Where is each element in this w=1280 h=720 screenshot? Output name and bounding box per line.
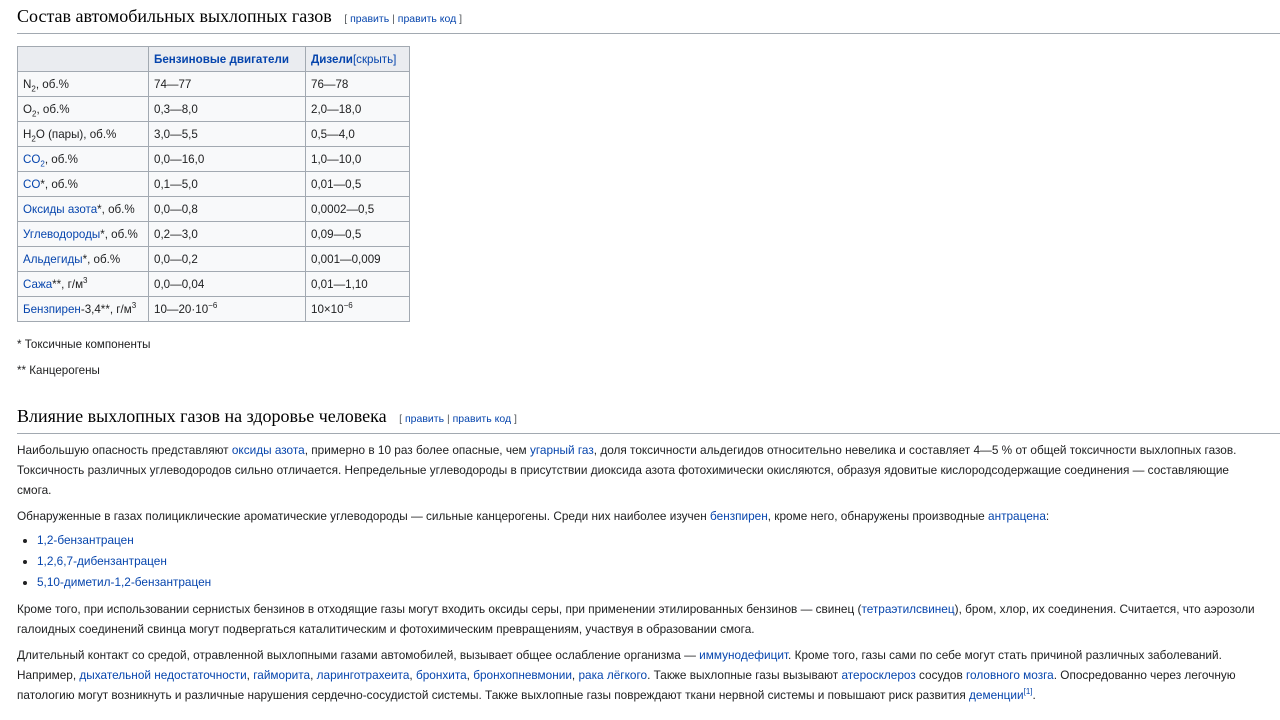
- section-heading-exhaust-composition: [17, 0, 1280, 34]
- table-row: [18, 247, 410, 272]
- petrol-value: 74—77: [149, 72, 306, 97]
- atherosclerosis-link[interactable]: атеросклероз: [841, 668, 916, 682]
- header-petrol-engines: [149, 47, 306, 72]
- petrol-engines-link[interactable]: Бензиновые двигатели: [154, 52, 289, 66]
- table-row: [18, 97, 410, 122]
- diesel-value: 0,5—4,0: [306, 122, 410, 147]
- anthracene-link[interactable]: антрацена: [988, 509, 1046, 523]
- immunodeficiency-link[interactable]: иммунодефицит: [699, 648, 789, 662]
- hide-table-link[interactable]: [скрыть]: [352, 52, 397, 66]
- respiratory-failure-link[interactable]: дыхательной недостаточности: [79, 668, 247, 682]
- nitrogen-oxides-link[interactable]: Оксиды азота: [23, 202, 98, 216]
- sinusitis-link[interactable]: гайморита: [253, 668, 311, 682]
- edit-section-links: [ править | править код ]: [344, 13, 463, 25]
- paragraph-sulfur-lead: Кроме того, при использовании сернистых бензинов в отходящие газы могут входить оксиды серы, при применении этилированных бензинов — свинец (тетраэтилсвинец), бром, хлор, их соединения. Считается, что аэрозоли галоидных соединений свинца могут подвергаться каталитическим и фотохимическим превращениям, участвуя в образовании смога.: [17, 602, 1255, 636]
- edit-section-links: [ править | править код ]: [399, 413, 517, 425]
- paragraph-danger: Наибольшую опасность представляют оксиды азота, примерно в 10 раз более опасные, чем угарный газ, доля токсичности альдегидов относительно невелика и составляет 4—5 % от общей токсичности выхлопных газов. Токсичность различных углеводородов сильно отличается. Непредельные углеводороды в присутствии диоксида азота фотохимически окисляются, образуя ядовитые кислородсодержащие соединения — составляющие смога.: [17, 443, 1237, 497]
- benzopyrene-link[interactable]: бензпирен: [710, 509, 768, 523]
- petrol-value: $10—20\cdot 10^{-6}$: [149, 297, 306, 322]
- component-cell: Альдегиды*, об.%: [18, 247, 149, 272]
- petrol-value: 0,0—0,2: [149, 247, 306, 272]
- diesel-value: 2,0—18,0: [306, 97, 410, 122]
- component-cell: CO*, об.%: [18, 172, 149, 197]
- header-diesels: [306, 47, 410, 72]
- section-heading-health-effects: [17, 400, 1280, 434]
- exhaust-composition-table: [17, 46, 410, 322]
- petrol-value: 3,0—5,5: [149, 122, 306, 147]
- component-cell: Бензпирен-3,4**, $г/м^3$: [18, 297, 149, 322]
- co-link[interactable]: CO: [23, 177, 41, 191]
- diesel-value: 76—78: [306, 72, 410, 97]
- petrol-value: 0,0—0,8: [149, 197, 306, 222]
- edit-link[interactable]: править: [404, 413, 445, 425]
- component-cell: $CO_2$, об.%: [18, 147, 149, 172]
- brain-link[interactable]: головного мозга: [966, 668, 1054, 682]
- edit-link[interactable]: править: [350, 13, 390, 25]
- toxic-footnote: * Токсичные компоненты: [17, 338, 151, 351]
- table-row: [18, 272, 410, 297]
- soot-link[interactable]: Сажа: [23, 277, 53, 291]
- edit-source-link[interactable]: править код: [397, 13, 457, 25]
- component-cell: Сажа**, $г/м^3$: [18, 272, 149, 297]
- paragraph-carcinogens: Обнаруженные в газах полициклические ароматические углеводороды — сильные канцерогены. Среди них наиболее изучен бензпирен, кроме него, обнаружены производные антрацена:: [17, 509, 1050, 523]
- section-title: Влияние выхлопных газов на здоровье человека: [17, 406, 387, 426]
- table-row: [18, 122, 410, 147]
- petrol-value: 0,0—0,04: [149, 272, 306, 297]
- benzopyrene-link[interactable]: Бензпирен: [23, 302, 81, 316]
- list-item: [37, 551, 1280, 572]
- petrol-value: 0,1—5,0: [149, 172, 306, 197]
- diesel-value: $10\times 10^{-6}$: [306, 297, 410, 322]
- list-item: [37, 530, 1280, 551]
- lung-cancer-link[interactable]: рака лёгкого: [578, 668, 648, 682]
- diesel-value: 0,09—0,5: [306, 222, 410, 247]
- laryngotracheitis-link[interactable]: ларинготрахеита: [316, 668, 410, 682]
- reference-link[interactable]: [1]: [1023, 687, 1033, 697]
- carbon-monoxide-link[interactable]: угарный газ: [529, 443, 594, 457]
- diesel-value: 0,01—1,10: [306, 272, 410, 297]
- component-cell: Углеводороды*, об.%: [18, 222, 149, 247]
- component-cell: $N_2$, об.%: [18, 72, 149, 97]
- hydrocarbons-link[interactable]: Углеводороды: [23, 227, 101, 241]
- aldehydes-link[interactable]: Альдегиды: [23, 252, 83, 266]
- table-row: [18, 72, 410, 97]
- diesel-value: 0,001—0,009: [306, 247, 410, 272]
- petrol-value: 0,2—3,0: [149, 222, 306, 247]
- list-item-link[interactable]: 5,10-диметил-1,2-бензантрацен: [37, 575, 212, 589]
- petrol-value: 0,0—16,0: [149, 147, 306, 172]
- component-cell: $H_2O$ (пары), об.%: [18, 122, 149, 147]
- section-title: Состав автомобильных выхлопных газов: [17, 6, 332, 26]
- diesels-link[interactable]: Дизели: [311, 52, 353, 66]
- bronchitis-link[interactable]: бронхита: [415, 668, 467, 682]
- list-item-link[interactable]: 1,2,6,7-дибензантрацен: [37, 554, 167, 568]
- edit-source-link[interactable]: править код: [452, 413, 512, 425]
- table-row: [18, 222, 410, 247]
- component-cell: Оксиды азота*, об.%: [18, 197, 149, 222]
- anthracene-derivatives-list: [17, 530, 1280, 593]
- table-row: [18, 147, 410, 172]
- component-cell: $O_2$, об.%: [18, 97, 149, 122]
- bronchopneumonia-link[interactable]: бронхопневмонии: [473, 668, 572, 682]
- co2-link[interactable]: $CO_2$: [23, 152, 45, 168]
- petrol-value: 0,3—8,0: [149, 97, 306, 122]
- diesel-value: 1,0—10,0: [306, 147, 410, 172]
- diesel-value: 0,0002—0,5: [306, 197, 410, 222]
- header-corner: [18, 47, 149, 72]
- table-row: [18, 297, 410, 322]
- dementia-link[interactable]: деменции: [969, 688, 1024, 702]
- nitrogen-oxides-link[interactable]: оксиды азота: [231, 443, 305, 457]
- tetraethyllead-link[interactable]: тетраэтилсвинец: [861, 602, 955, 616]
- list-item-link[interactable]: 1,2-бензантрацен: [37, 533, 134, 547]
- table-row: [18, 172, 410, 197]
- list-item: [37, 572, 1280, 593]
- carcinogen-footnote: ** Канцерогены: [17, 364, 100, 377]
- paragraph-long-contact: Длительный контакт со средой, отравленной выхлопными газами автомобилей, вызывает общее ослабление организма — иммунодефицит. Кроме того, газы сами по себе могут стать причиной различных заболеваний. Например, дыхательной недостаточности, гайморита, ларинготрахеита, бронхита, бронхопневмонии, рака лёгкого. Также выхлопные газы вызывают атеросклероз сосудов головного мозга. Опосредованно через легочную патологию могут возникнуть и различные нарушения сердечно-сосудистой системы. Также выхлопные газы повреждают ткани нервной системы и повышают риск развития деменции[1].: [17, 648, 1236, 702]
- diesel-value: 0,01—0,5: [306, 172, 410, 197]
- table-row: [18, 197, 410, 222]
- table-header-row: [18, 47, 410, 72]
